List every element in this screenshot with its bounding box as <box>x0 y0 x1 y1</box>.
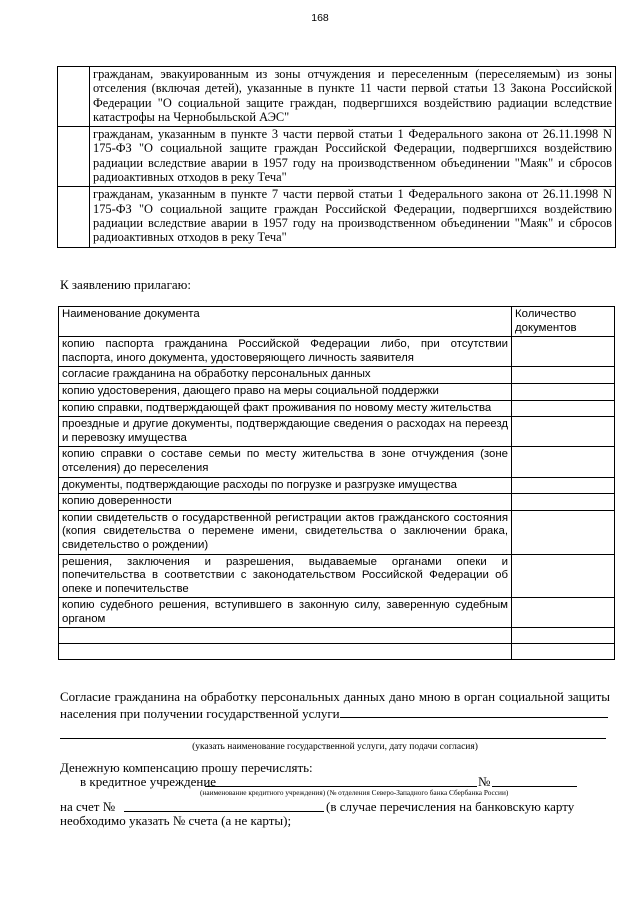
document-name: решения, заключения и разрешения, выдаваемые органами опеки и попечительства в соответствии с законодательством Российской Федерации об опеке и попечительстве <box>59 554 512 598</box>
bank-hint: (наименование кредитного учреждения) (№ отделения Северо-Западного банка Сбербанка России) <box>200 788 509 797</box>
attach-label: К заявлению прилагаю: <box>60 277 192 292</box>
quantity-cell[interactable] <box>512 510 615 554</box>
document-name: копию удостоверения, дающего право на меры социальной поддержки <box>59 383 512 400</box>
document-name[interactable] <box>59 628 512 644</box>
document-name: копию доверенности <box>59 494 512 511</box>
document-name: копии свидетельств о государственной регистрации актов гражданского состояния (копия свидетельства о перемене имени, свидетельства о заключении брака, свидетельство о рождении) <box>59 510 512 554</box>
table-row <box>59 554 615 598</box>
account-note: (в случае перечисления на банковскую карту <box>326 799 575 814</box>
bank-name-field[interactable] <box>205 774 477 787</box>
table-row <box>59 400 615 417</box>
categories-table <box>57 66 616 248</box>
table-row <box>59 367 615 384</box>
column-header-name: Наименование документа <box>59 307 512 337</box>
document-name: документы, подтверждающие расходы по погрузке и разгрузке имущества <box>59 477 512 494</box>
document-name[interactable] <box>59 644 512 660</box>
account-label: на счет № <box>60 799 116 814</box>
table-row <box>59 510 615 554</box>
table-row <box>58 127 616 187</box>
consent-hint: (указать наименование государственной услуги, дату подачи согласия) <box>192 742 478 752</box>
document-name: согласие гражданина на обработку персональных данных <box>59 367 512 384</box>
table-row <box>59 628 615 644</box>
branch-number-field[interactable] <box>492 774 577 787</box>
payment-intro: Денежную компенсацию прошу перечислять: <box>60 760 313 775</box>
quantity-cell[interactable] <box>512 383 615 400</box>
service-name-field[interactable] <box>340 705 608 718</box>
quantity-cell[interactable] <box>512 400 615 417</box>
page-number: 168 <box>311 12 329 24</box>
number-sign: № <box>478 774 491 789</box>
document-name: копию судебного решения, вступившего в законную силу, заверенную судебным органом <box>59 598 512 628</box>
quantity-cell[interactable] <box>512 477 615 494</box>
quantity-cell[interactable] <box>512 554 615 598</box>
document-name: проездные и другие документы, подтверждающие сведения о расходах на переезд и перевозку имущества <box>59 417 512 447</box>
quantity-cell[interactable] <box>512 644 615 660</box>
table-row <box>59 494 615 511</box>
table-row <box>59 417 615 447</box>
table-row <box>59 383 615 400</box>
service-name-field-line2[interactable] <box>60 726 606 739</box>
quantity-cell[interactable] <box>512 367 615 384</box>
category-text: гражданам, указанным в пункте 3 части первой статьи 1 Федерального закона от 26.11.1998 N 175-ФЗ "О социальной защите граждан Российской Федерации, подвергшихся воздействию радиации вследствие аварии в 1957 году на производственном объединении "Маяк" и сбросов радиоактивных отходов в реку Теча" <box>90 127 616 187</box>
account-number-field[interactable] <box>124 799 324 812</box>
quantity-cell[interactable] <box>512 628 615 644</box>
checkbox-cell[interactable] <box>58 187 90 247</box>
checkbox-cell[interactable] <box>58 67 90 127</box>
table-row <box>58 187 616 247</box>
category-text: гражданам, эвакуированным из зоны отчуждения и переселенным (переселяемым) из зоны отселения (включая детей), указанные в пункте 11 части первой статьи 13 Закона Российской Федерации "О социальной защите граждан, подвергшихся воздействию радиации вследствие катастрофы на Чернобыльской АЭС" <box>90 67 616 127</box>
bank-label: в кредитное учреждение <box>80 774 217 789</box>
column-header-qty: Количество документов <box>512 307 615 337</box>
document-name: копию справки о составе семьи по месту жительства в зоне отчуждения (зоне отселения) до переселения <box>59 447 512 477</box>
table-row <box>59 337 615 367</box>
document-name: копию паспорта гражданина Российской Федерации либо, при отсутствии паспорта, иного документа, удостоверяющего личность заявителя <box>59 337 512 367</box>
document-name: копию справки, подтверждающей факт проживания по новому месту жительства <box>59 400 512 417</box>
category-text: гражданам, указанным в пункте 7 части первой статьи 1 Федерального закона от 26.11.1998 N 175-ФЗ "О социальной защите граждан Российской Федерации, подвергшихся воздействию радиации вследствие аварии в 1957 году на производственном объединении "Маяк" и сбросов радиоактивных отходов в реку Теча" <box>90 187 616 247</box>
quantity-cell[interactable] <box>512 447 615 477</box>
checkbox-cell[interactable] <box>58 127 90 187</box>
account-note-continued: необходимо указать № счета (а не карты); <box>60 813 292 828</box>
consent-block <box>60 688 610 756</box>
table-row <box>58 67 616 127</box>
table-row <box>59 447 615 477</box>
table-row <box>59 598 615 628</box>
table-header-row <box>59 307 615 337</box>
quantity-cell[interactable] <box>512 494 615 511</box>
table-row <box>59 477 615 494</box>
quantity-cell[interactable] <box>512 337 615 367</box>
quantity-cell[interactable] <box>512 598 615 628</box>
documents-table <box>58 306 615 660</box>
quantity-cell[interactable] <box>512 417 615 447</box>
consent-text: Согласие гражданина на обработку персональных данных дано мною в орган социальной защиты населения при получении государственной услуги <box>60 689 610 721</box>
table-row <box>59 644 615 660</box>
